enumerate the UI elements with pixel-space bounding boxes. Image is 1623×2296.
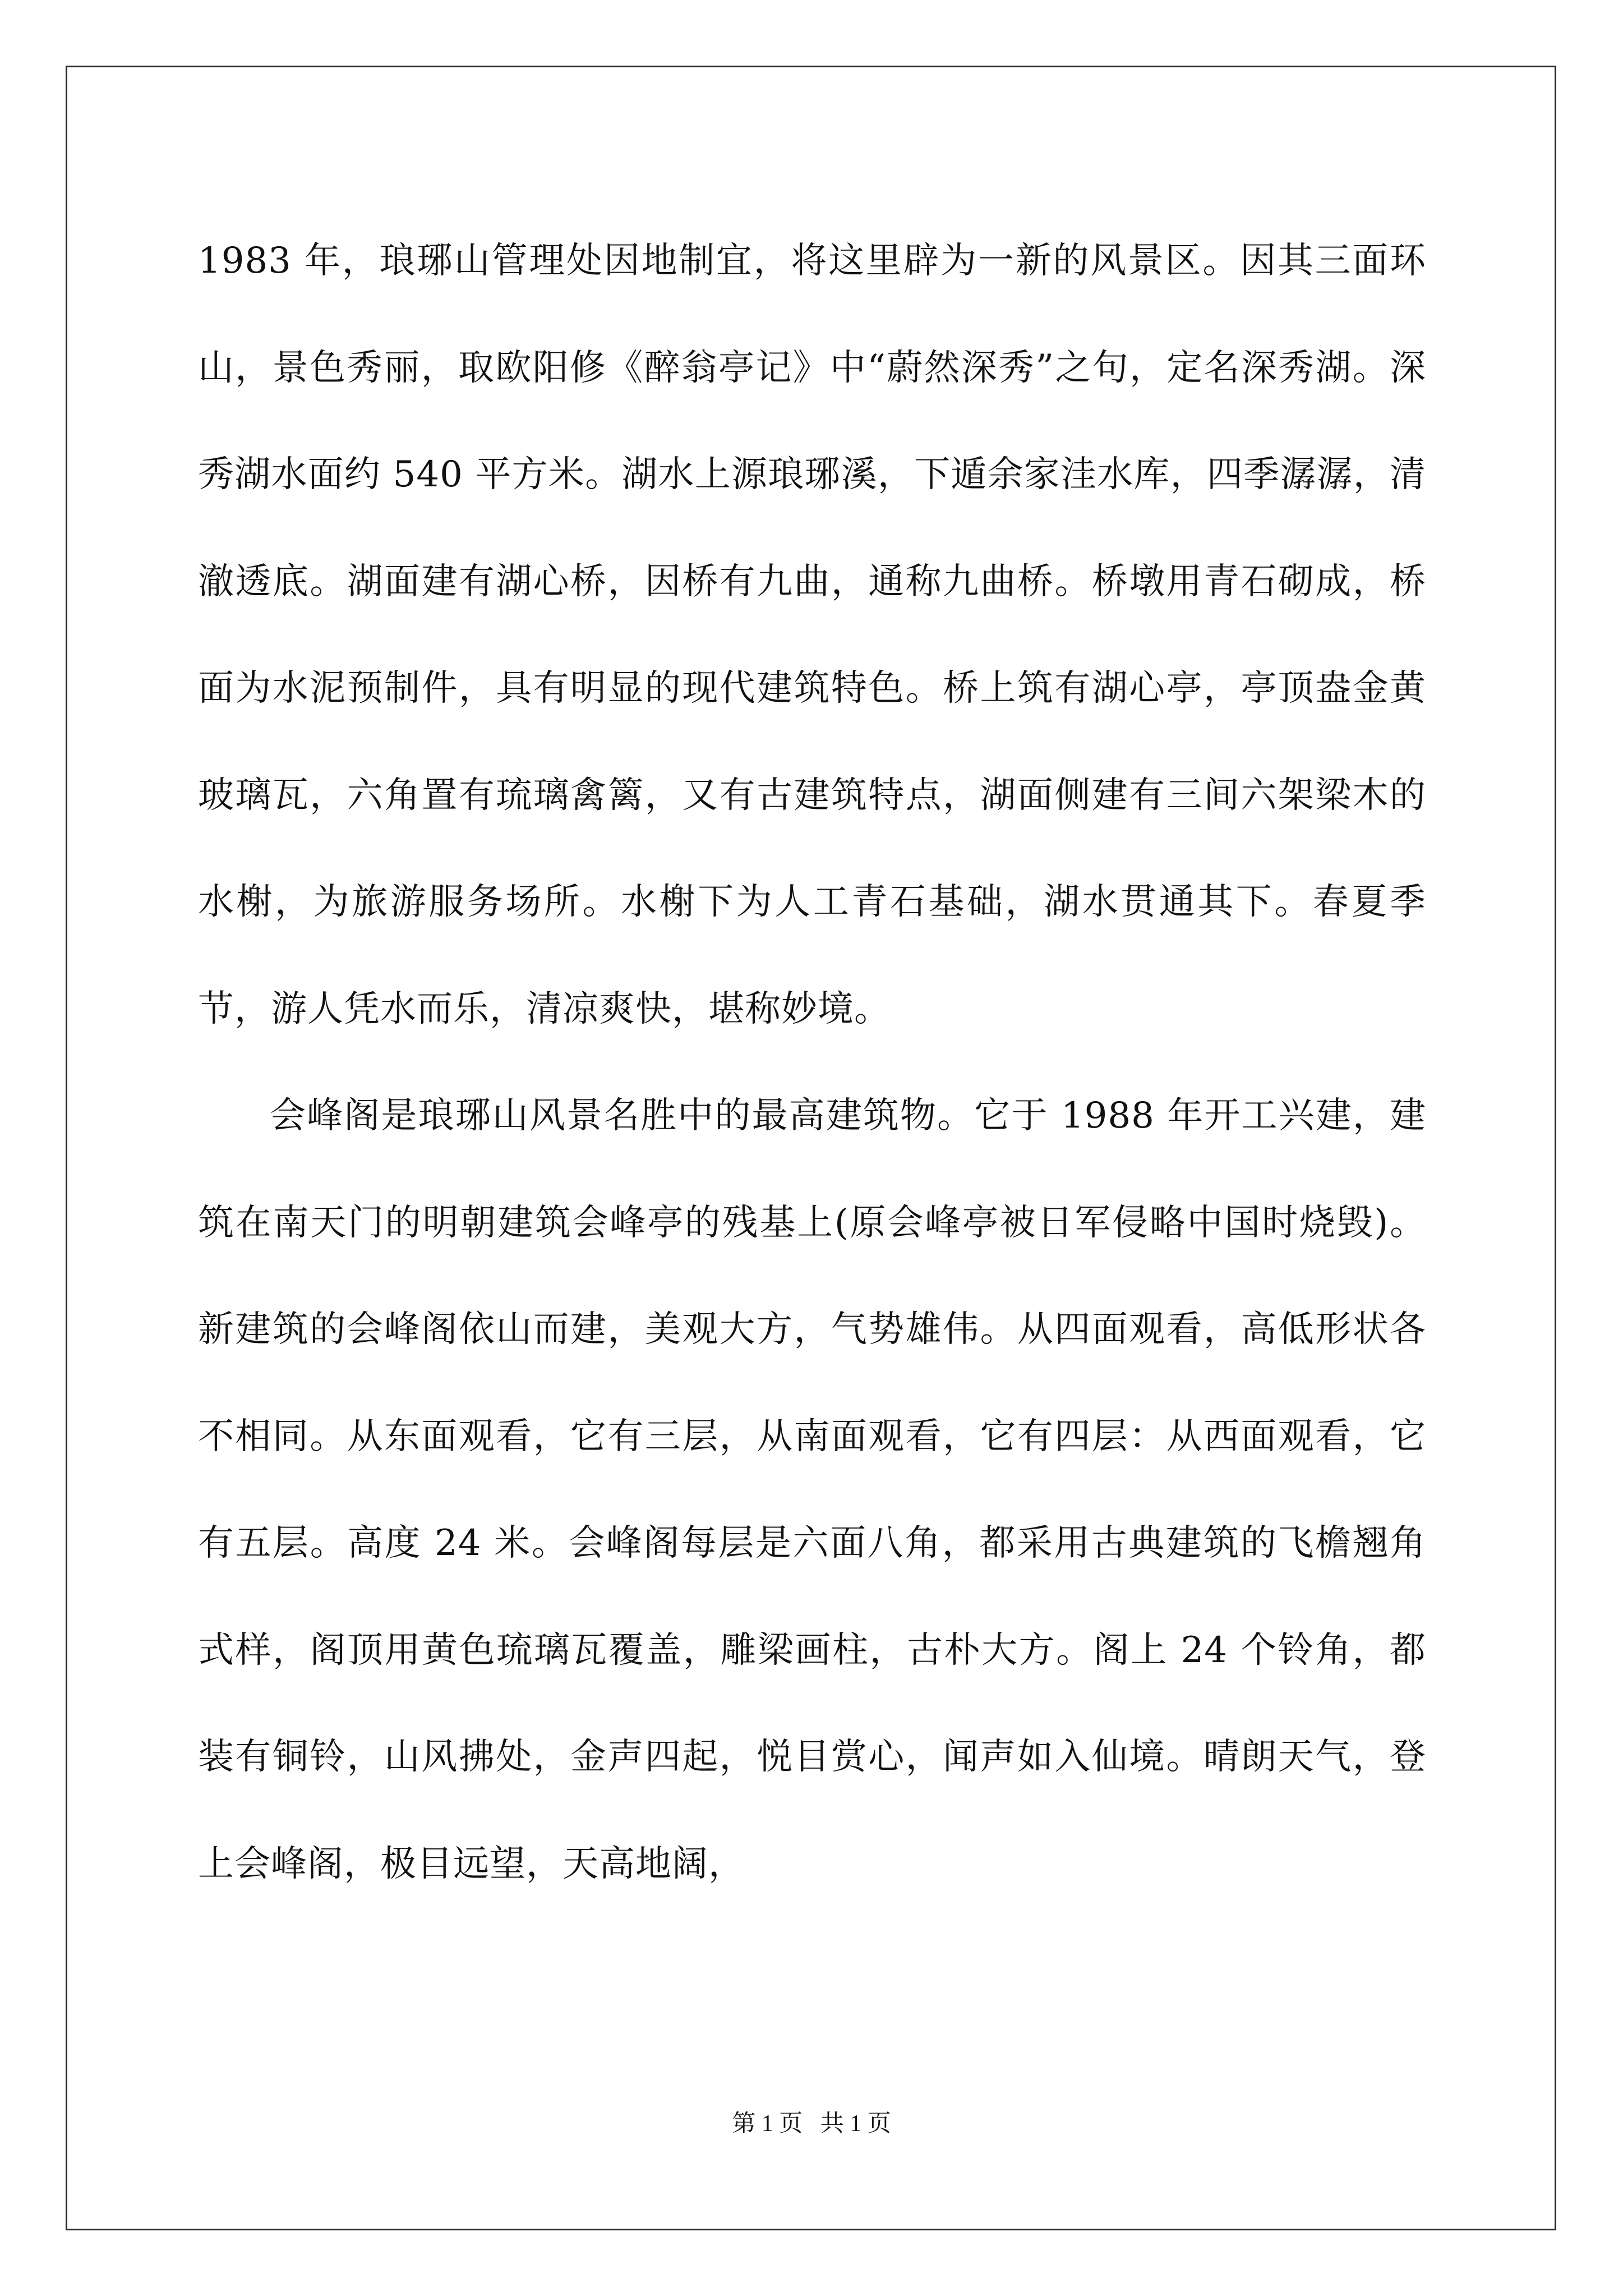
page-number: 第 1 页 共 1 页	[732, 2111, 891, 2137]
paragraph-1: 1983 年，琅琊山管理处因地制宜，将这里辟为一新的风景区。因其三面环山，景色秀丽，取欧阳修《醉翁亭记》中“蔚然深秀”之句，定名深秀湖。深秀湖水面约 540 平方米。湖水上源琅琊溪，下遁余家洼水库，四季潺潺，清澈透底。湖面建有湖心桥，因桥有九曲，通称九曲桥。桥墩用青石砌成，桥面为水泥预制件，具有明显的现代建筑特色。桥上筑有湖心亭，亭顶盎金黄玻璃瓦，六角置有琉璃禽篱，又有古建筑特点，湖面侧建有三间六架梁木的水榭，为旅游服务场所。水榭下为人工青石基础，湖水贯通其下。春夏季节，游人凭水而乐，清凉爽快，堪称妙境。	[198, 240, 1426, 1030]
document-body	[198, 208, 1426, 1917]
paragraph-2: 会峰阁是琅琊山风景名胜中的最高建筑物。它于 1988 年开工兴建，建筑在南天门的明朝建筑会峰亭的残基上(原会峰亭被日军侵略中国时烧毁)。新建筑的会峰阁依山而建，美观大方，气势雄伟。从四面观看，高低形状各不相同。从东面观看，它有三层，从南面观看，它有四层：从西面观看，它有五层。高度 24 米。会峰阁每层是六面八角，都采用古典建筑的飞檐翘角式样，阁顶用黄色琉璃瓦覆盖，雕梁画柱，古朴大方。阁上 24 个铃角，都装有铜铃，山风拂处，金声四起，悦目赏心，闻声如入仙境。晴朗天气，登上会峰阁，极目远望，天高地阔，	[198, 1095, 1426, 1885]
page-footer	[0, 2105, 1623, 2138]
